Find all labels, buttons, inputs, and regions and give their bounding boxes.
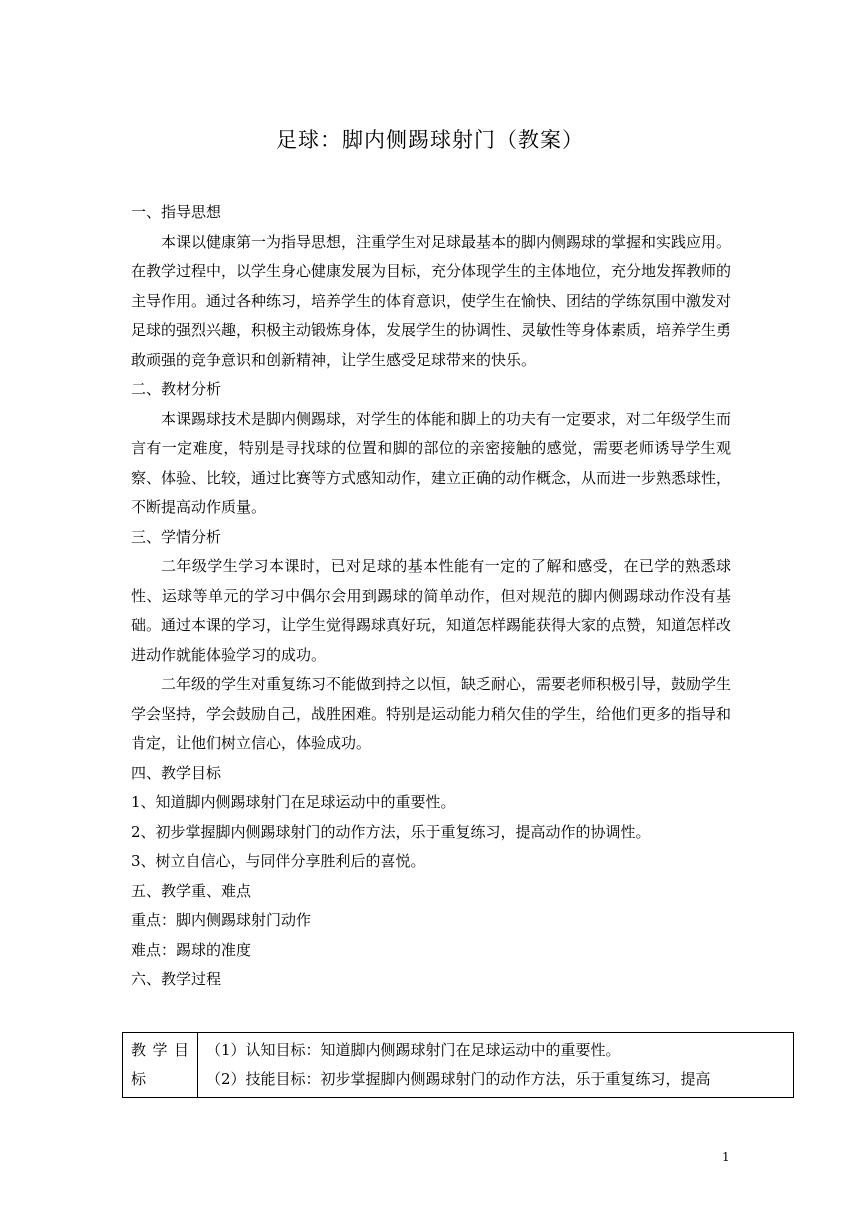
section-heading-learner-analysis: 三、学情分析 — [131, 527, 222, 546]
table-label-cell: 教学目标 — [123, 1033, 198, 1098]
goal-item: 2、初步掌握脚内侧踢球射门的动作方法，乐于重复练习，提高动作的协调性。 — [131, 822, 651, 841]
goal-item: 3、树立自信心，与同伴分享胜利后的喜悦。 — [131, 852, 426, 870]
goal-item: 1、知道脚内侧踢球射门在足球运动中的重要性。 — [131, 793, 456, 811]
section-heading-teaching-process: 六、教学过程 — [131, 970, 222, 988]
section-heading-teaching-goals: 四、教学目标 — [131, 763, 222, 782]
paragraph-guiding-ideology: 本课以健康第一为指导思想，注重学生对足球最基本的脚内侧踢球的掌握和实践应用。在教学过程中，以学生身心健康发展为目标，充分体现学生的主体地位，充分地发挥教师的主导作用。通过各种练习，培养学生的体育意识，使学生在愉快、团结的学练氛围中激发对足球的强烈兴趣，积极主动锻炼身体，发展学生的协调性、灵敏性等身体素质，培养学生勇敢顽强的竞争意识和创新精神，让学生感受足球带来的快乐。 — [131, 232, 732, 369]
document-body — [131, 198, 731, 995]
paragraph-material-analysis: 本课踢球技术是脚内侧踢球，对学生的体能和脚上的功夫有一定要求，对二年级学生而言有一定难度，特别是寻找球的位置和脚的部位的亲密接触的感觉，需要老师诱导学生观察、体验、比较，通过比赛等方式感知动作，建立正确的动作概念，从而进一步熟悉球性，不断提高动作质量。 — [131, 409, 732, 516]
section-heading-guiding-ideology: 一、指导思想 — [131, 203, 222, 221]
document-title: 足球：脚内侧踢球射门（教案） — [276, 128, 584, 152]
table-line-skill-goal: （2）技能目标：初步掌握脚内侧踢球射门的动作方法，乐于重复练习，提高 — [206, 1070, 711, 1088]
page-number: 1 — [722, 1150, 730, 1164]
table-row — [123, 1033, 794, 1098]
table-content-cell — [198, 1033, 794, 1098]
table-line-cognitive-goal: （1）认知目标：知道脚内侧踢球射门在足球运动中的重要性。 — [206, 1041, 621, 1059]
teaching-goals-table — [122, 1032, 794, 1098]
difficulty-line: 难点：踢球的准度 — [131, 940, 252, 959]
key-point-line: 重点：脚内侧踢球射门动作 — [131, 911, 312, 929]
section-heading-key-points: 五、教学重、难点 — [131, 881, 252, 900]
paragraph-learner-analysis-1: 二年级学生学习本课时，已对足球的基本性能有一定的了解和感受，在已学的熟悉球性、运球等单元的学习中偶尔会用到踢球的简单动作，但对规范的脚内侧踢球动作没有基础。通过本课的学习，让学生觉得踢球真好玩，知道怎样踢能获得大家的点赞，知道怎样改进动作就能体验学习的成功。 — [131, 557, 732, 664]
paragraph-learner-analysis-2: 二年级的学生对重复练习不能做到持之以恒，缺乏耐心，需要老师积极引导，鼓励学生学会坚持，学会鼓励自己，战胜困难。特别是运动能力稍欠佳的学生，给他们更多的指导和肯定，让他们树立信心，体验成功。 — [131, 675, 732, 752]
section-heading-material-analysis: 二、教材分析 — [131, 380, 222, 398]
